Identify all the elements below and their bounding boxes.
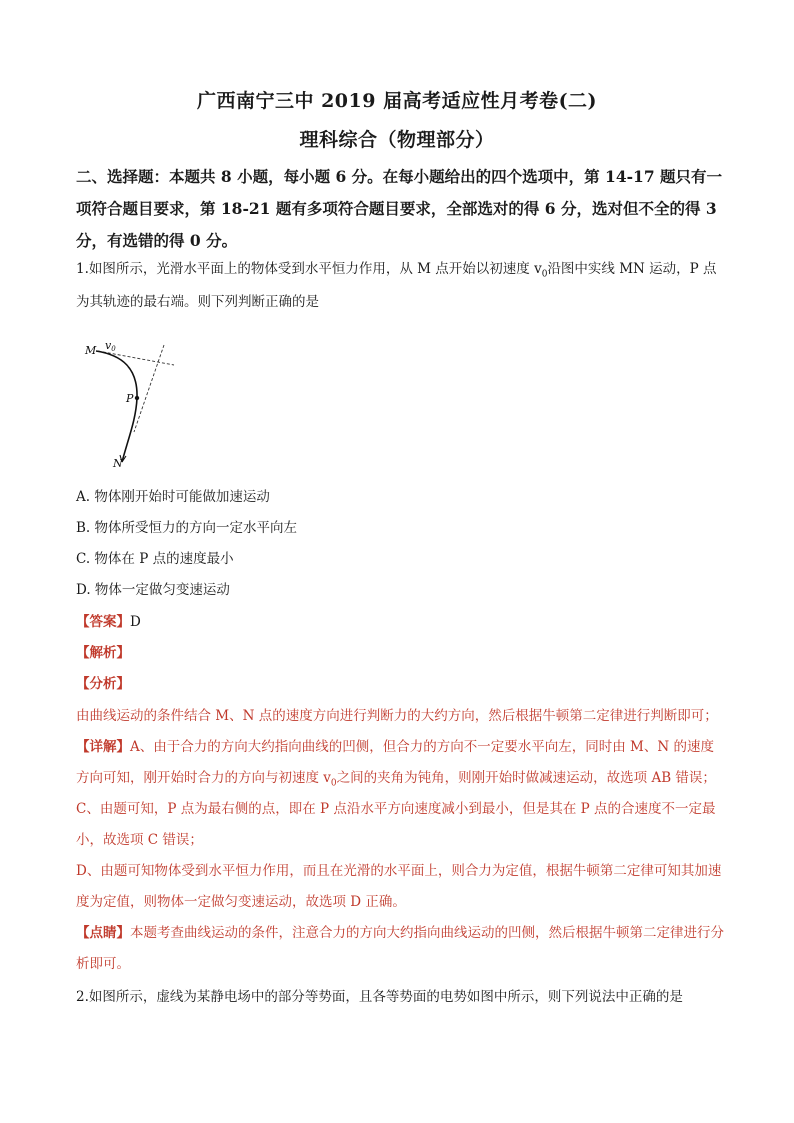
detail-a-part1: A、由于合力的方向大约指向曲线的凹侧，但合力的方向不一定要水平向左，同时由 M、N 的速度方向可知，刚开始时合力的方向与初速度 v (76, 739, 714, 786)
label-n: N (113, 457, 123, 470)
page-subtitle: 理科综合（物理部分） (299, 129, 495, 151)
q1-text-part1: 1.如图所示，光滑水平面上的物体受到水平恒力作用，从 M 点开始以初速度 v (76, 261, 542, 277)
option-d: D. 物体一定做匀变速运动 (76, 582, 230, 598)
question-2-stem: 2.如图所示，虚线为某静电场中的部分等势面，且各等势面的电势如图中所示，则下列说法中正确的是 (76, 989, 683, 1005)
label-v: v (105, 339, 112, 352)
detail-a (76, 732, 726, 800)
dianjing-text: 本题考查曲线运动的条件，注意合力的方向大约指向曲线运动的凹侧，然后根据牛顿第二定律进行分析即可。 (76, 925, 724, 972)
label-v0 (105, 339, 116, 353)
page-title: 广西南宁三中 2019 届高考适应性月考卷(二) (196, 90, 598, 112)
trajectory-curve (96, 351, 137, 462)
label-m: M (85, 344, 97, 357)
dianjing (76, 918, 726, 980)
answer-tag: 【答案】 (76, 614, 130, 630)
detail-c: C、由题可知，P 点为最右侧的点，即在 P 点沿水平方向速度减小到最小，但是其在 P 点的合速度不一定最小，故选项 C 错误； (76, 801, 716, 848)
question-1-stem (76, 256, 726, 316)
dianjing-tag: 【点睛】 (76, 925, 130, 941)
jiexi-tag: 【解析】 (76, 645, 130, 661)
answer-line (76, 611, 141, 633)
option-b: B. 物体所受恒力的方向一定水平向左 (76, 520, 298, 536)
fenxi-tag: 【分析】 (76, 676, 130, 692)
detail-d: D、由题可知物体受到水平恒力作用，而且在光滑的水平面上，则合力为定值，根据牛顿第二定律可知其加速度为定值，则物体一定做匀变速运动，故选项 D 正确。 (76, 863, 722, 910)
answer-value: D (130, 614, 141, 630)
point-p (135, 396, 139, 400)
trajectory-figure (76, 334, 186, 474)
analysis-text: 由曲线运动的条件结合 M、N 点的速度方向进行判断力的大约方向，然后根据牛顿第二定律进行判断即可； (76, 708, 718, 724)
q1-v-subscript: 0 (541, 269, 548, 280)
detail-a-part2: 之间的夹角为钝角，则刚开始时做减速运动，故选项 AB 错误； (336, 770, 716, 786)
label-p: P (126, 392, 134, 405)
option-c: C. 物体在 P 点的速度最小 (76, 551, 234, 567)
detail-a-subscript: 0 (330, 778, 337, 789)
label-v-sub: 0 (111, 345, 116, 353)
detail-tag: 【详解】 (76, 739, 130, 755)
section-heading: 二、选择题：本题共 8 小题，每小题 6 分。在每小题给出的四个选项中，第 14-17 题只有一项符合题目要求，第 18-21 题有多项符合题目要求，全部选对的得 6 分，选对但不全的得 3 分，有选错的得 0 分。 (76, 167, 723, 250)
dashed-tangent-m (98, 351, 174, 365)
q1-text-part2: 沿图中实线 MN 运动，P 点为其轨迹的最右端。则下列判断正确的是 (76, 261, 717, 310)
option-a: A. 物体刚开始时可能做加速运动 (76, 489, 270, 505)
